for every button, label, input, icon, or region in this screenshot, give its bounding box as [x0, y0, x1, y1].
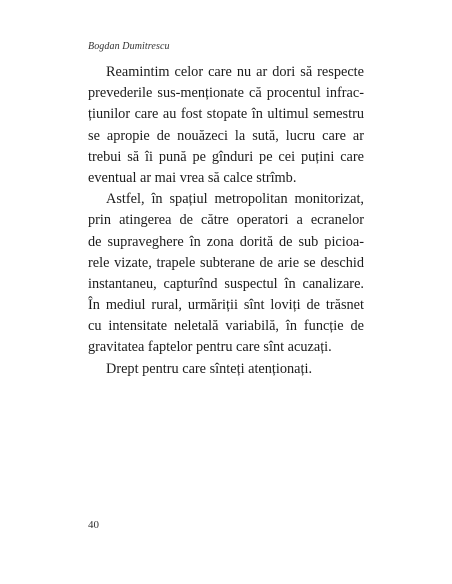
- paragraph-1-line-2: prevederile sus-menționate că procentul infrac-: [88, 85, 364, 102]
- running-head-author: Bogdan Dumitrescu: [88, 41, 170, 52]
- paragraph-2-line-3: de supraveghere în zona dorită de sub picioa-: [88, 233, 364, 250]
- paragraph-1-line-3: țiunilor care au fost stopate în ultimul semestru: [88, 106, 364, 123]
- paragraph-2-line-2: prin atingerea de către operatori a ecranelor: [88, 212, 364, 229]
- paragraph-3-line-1: Drept pentru care sînteți atenționați.: [106, 360, 313, 377]
- page-number: 40: [88, 519, 99, 531]
- paragraph-2-line-8: gravitatea faptelor pentru care sînt acuzați.: [88, 339, 332, 356]
- paragraph-2-line-1: Astfel, în spațiul metropolitan monitorizat,: [106, 191, 364, 208]
- paragraph-2-line-4: rele vizate, trapele subterane de arie se deschid: [88, 254, 364, 271]
- paragraph-1-line-1: Reamintim celor care nu ar dori să respecte: [106, 64, 364, 80]
- paragraph-2-line-6: În mediul rural, urmăriții sînt loviți de trăsnet: [88, 297, 364, 314]
- paragraph-1-line-5: trebui să îi pună pe gînduri pe cei puțini care: [88, 148, 364, 165]
- paragraph-1-line-6: eventual ar mai vrea să calce strîmb.: [88, 169, 297, 186]
- paragraph-2-line-7: cu intensitate neletală variabilă, în funcție de: [88, 318, 364, 335]
- paragraph-1-line-4: se apropie de nouăzeci la sută, lucru care ar: [88, 127, 364, 144]
- body-text: [88, 62, 364, 380]
- paragraph-2-line-5: instantaneu, capturînd suspectul în canalizare.: [88, 275, 364, 292]
